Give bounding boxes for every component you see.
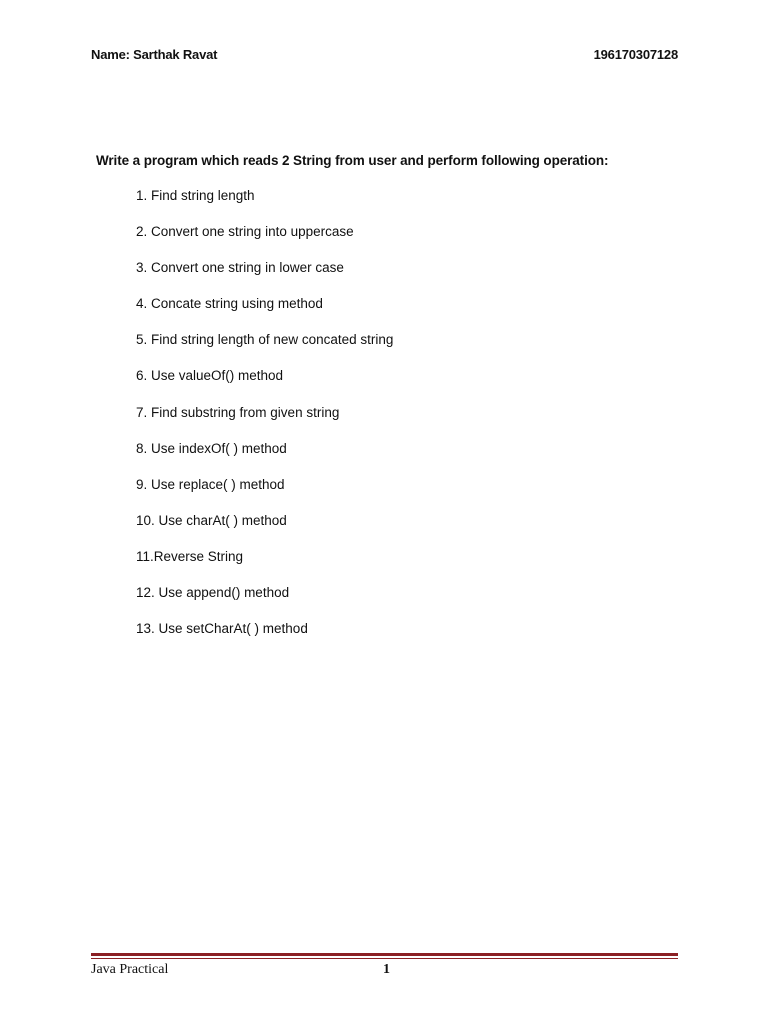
task-item: 4. Concate string using method — [136, 296, 323, 312]
footer-rule-thin — [91, 958, 678, 959]
task-item: 6. Use valueOf() method — [136, 368, 284, 384]
student-name: Name: Sarthak Ravat — [91, 47, 218, 62]
page-number: 1 — [383, 962, 390, 977]
task-item: 9. Use replace( ) method — [136, 476, 285, 492]
task-item: 11.Reverse String — [136, 548, 244, 564]
task-item: 1. Find string length — [136, 188, 255, 203]
task-item: 10. Use charAt( ) method — [136, 512, 287, 528]
task-item: 7. Find substring from given string — [136, 404, 340, 420]
task-item: 2. Convert one string into uppercase — [136, 224, 354, 240]
task-item: 3. Convert one string in lower case — [136, 260, 344, 276]
task-item: 8. Use indexOf( ) method — [136, 440, 287, 456]
task-item: 5. Find string length of new concated string — [136, 332, 394, 348]
footer-rule-thick — [91, 953, 678, 956]
task-item: 13. Use setCharAt( ) method — [136, 621, 308, 637]
enrollment-number: 196170307128 — [593, 47, 678, 62]
question-heading: Write a program which reads 2 String from user and perform following operation: — [96, 153, 609, 168]
task-item: 12. Use append() method — [136, 585, 290, 601]
footer-course-title: Java Practical — [91, 962, 169, 977]
task-list — [136, 187, 393, 656]
